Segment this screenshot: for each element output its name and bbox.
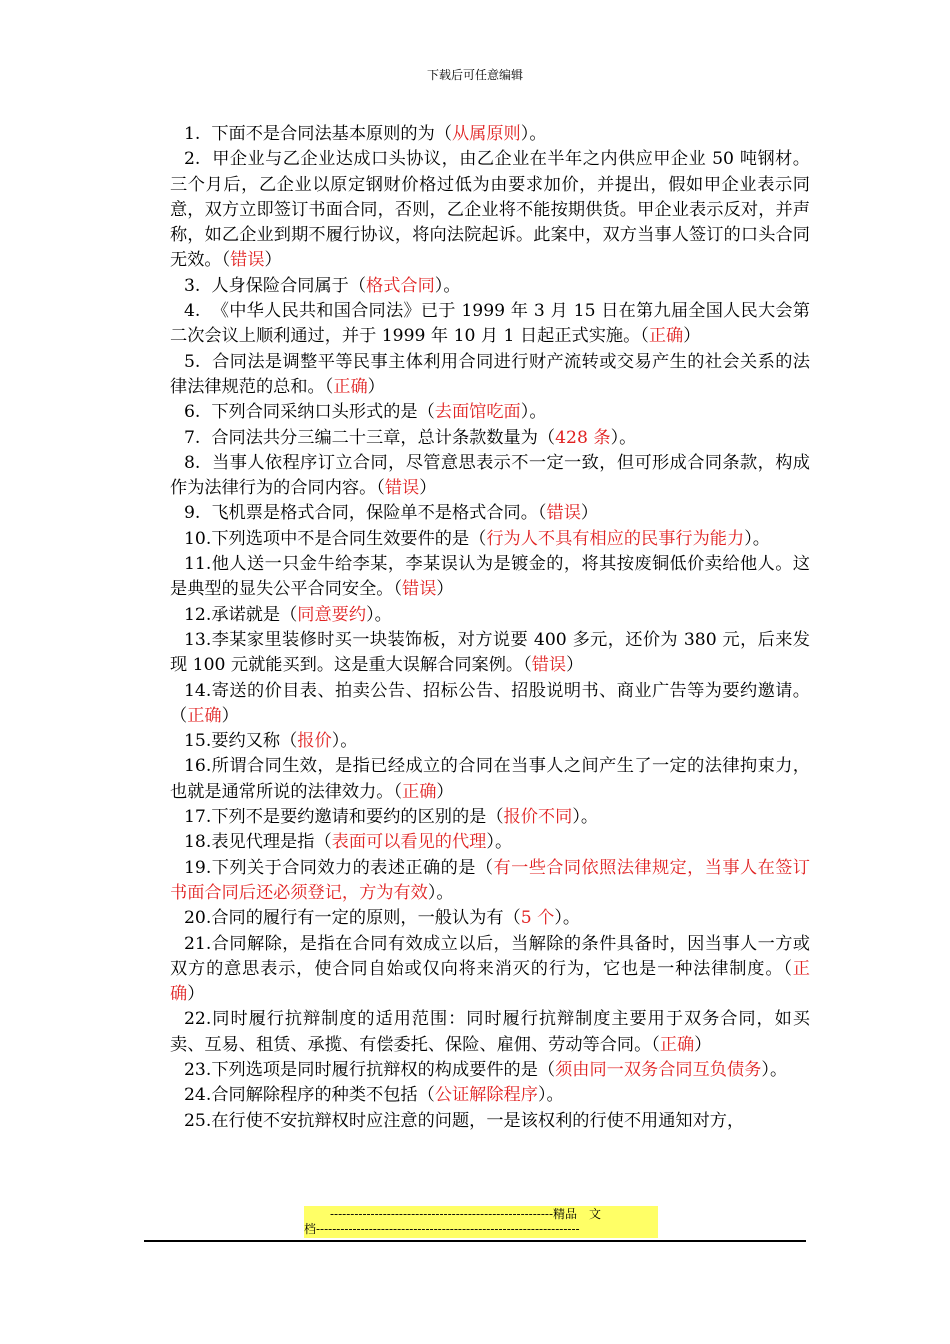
question-closing: ）: [694, 1034, 712, 1055]
question-item: [170, 679, 810, 730]
question-answer: 错误: [402, 579, 437, 600]
question-number: 23.: [184, 1059, 212, 1080]
question-answer: 正确: [648, 326, 684, 347]
question-answer: 正确: [659, 1034, 695, 1055]
question-item: [170, 350, 810, 401]
question-text: 寄送的价目表、拍卖公告、招标公告、招股说明书、商业广告等为要约邀请。（: [170, 680, 810, 726]
question-closing: ）: [419, 478, 437, 499]
question-closing: ）。: [761, 1059, 788, 1080]
question-list: [170, 122, 810, 1134]
question-item: [170, 628, 810, 679]
question-closing: ）。: [331, 731, 358, 752]
question-item: [170, 856, 810, 907]
question-answer: 报价不同: [503, 807, 573, 828]
question-number: 13.: [184, 629, 212, 650]
question-text: 合同解除程序的种类不包括（: [211, 1085, 435, 1106]
question-text: 下列关于合同效力的表述正确的是（: [211, 857, 494, 878]
question-item: [170, 274, 810, 299]
question-answer: 格式合同: [366, 275, 435, 296]
question-number: 25.: [184, 1110, 212, 1131]
question-answer: 正确: [333, 376, 368, 397]
question-closing: ）: [683, 326, 701, 347]
question-closing: ）。: [610, 427, 637, 448]
question-closing: ）: [367, 376, 385, 397]
question-number: 10.: [184, 528, 212, 549]
question-text: 《中华人民共和国合同法》已于 1999 年 3 月 15 日在第九届全国人民大会第二次会议上顺利通过，并于 1999 年 10 月 1 日起正式实施。（: [170, 301, 810, 347]
question-item: [170, 426, 810, 451]
question-text: 人身保险合同属于（: [200, 275, 367, 296]
question-answer: 错误: [384, 478, 420, 499]
question-answer: 5 个: [520, 908, 555, 929]
question-item: [170, 122, 810, 147]
question-item: [170, 603, 810, 628]
question-answer: 正确: [402, 781, 437, 802]
question-text: 表见代理是指（: [211, 832, 332, 853]
question-answer: 错误: [230, 250, 265, 271]
question-number: 12.: [184, 604, 212, 625]
question-closing: ）。: [554, 908, 581, 929]
question-answer: 正确: [170, 958, 810, 1005]
question-number: 3.: [184, 275, 201, 296]
question-item: [170, 1007, 810, 1058]
footer-rule: [144, 1240, 806, 1242]
question-number: 19.: [184, 857, 212, 878]
question-answer: 从属原则: [451, 124, 521, 144]
question-answer: 有一些合同依照法律规定，当事人在签订书面合同后还必须登记，方为有效: [170, 857, 810, 903]
question-closing: ）。: [520, 124, 547, 144]
question-closing: ）。: [537, 1085, 564, 1106]
question-number: 5.: [184, 351, 201, 372]
question-number: 4.: [184, 301, 201, 322]
question-text: 下列合同采纳口头形式的是（: [200, 402, 435, 423]
question-answer: 表面可以看见的代理: [331, 832, 487, 853]
question-closing: ）。: [366, 604, 392, 625]
question-number: 17.: [184, 807, 212, 828]
question-text: 飞机票是格式合同，保险单不是格式合同。（: [200, 503, 547, 524]
question-closing: ）: [580, 503, 599, 524]
question-answer: 行为人不具有相应的民事行为能力: [486, 528, 745, 549]
question-closing: ）。: [434, 275, 461, 296]
question-text: 合同的履行有一定的原则，一般认为有（: [211, 908, 521, 929]
question-item: [170, 1058, 810, 1083]
question-text: 所谓合同生效，是指已经成立的合同在当事人之间产生了一定的法律拘束力，也就是通常所说的法律效力。（: [170, 756, 810, 802]
question-text: 李某家里装修时买一块装饰板，对方说要 400 多元，还价为 380 元，后来发现 100 元就能买到。这是重大误解合同案例。（: [170, 629, 810, 676]
question-text: 甲企业与乙企业达成口头协议，由乙企业在半年之内供应甲企业 50 吨钢材。三个月后，乙企业以原定钢财价格过低为由要求加价，并提出，假如甲企业表示同意，双方立即签订书面合同，否则，乙企业将不能按期供货。甲企业表示反对，并声称，如乙企业到期不履行协议，将向法院起诉。此案中，双方当事人签订的口头合同无效。（: [170, 149, 810, 271]
question-answer: 须由同一双务合同互负债务: [555, 1059, 762, 1080]
question-answer: 去面馆吃面: [434, 402, 521, 423]
question-text: 下面不是合同法基本原则的为（: [200, 124, 452, 144]
question-answer: 错误: [531, 655, 567, 676]
question-text: 在行使不安抗辩权时应注意的问题，一是该权利的行使不用通知对方，: [211, 1110, 745, 1131]
question-closing: ）。: [427, 882, 454, 903]
question-text: 同时履行抗辩制度的适用范围：同时履行抗辩制度主要用于双务合同，如买卖、互易、租赁、承揽、有偿委托、保险、雇佣、劳动等合同。（: [170, 1009, 810, 1055]
question-item: [170, 552, 810, 603]
question-text: 下列选项是同时履行抗辩权的构成要件的是（: [211, 1059, 556, 1080]
question-answer: 错误: [546, 503, 581, 524]
question-item: [170, 299, 810, 350]
question-number: 18.: [184, 832, 212, 853]
question-closing: ）: [264, 250, 282, 271]
question-number: 1.: [184, 124, 201, 144]
question-closing: ）。: [520, 402, 547, 423]
question-closing: ）: [566, 655, 584, 676]
question-number: 7.: [184, 427, 201, 448]
question-text: 合同法共分三编二十三章，总计条款数量为（: [200, 427, 556, 448]
footer-text-line1: -------------------------------------------------------精品 文: [330, 1207, 602, 1221]
question-number: 24.: [184, 1085, 212, 1106]
question-text: 承诺就是（: [211, 604, 298, 625]
question-text: 合同解除，是指在合同有效成立以后，当解除的条件具备时，因当事人一方或双方的意思表示，使合同自始或仅向将来消灭的行为，它也是一种法律制度。（: [170, 933, 810, 979]
question-closing: ）。: [744, 528, 770, 549]
question-number: 11.: [184, 554, 212, 575]
question-item: [170, 527, 810, 552]
question-answer: 同意要约: [297, 604, 367, 625]
question-number: 22.: [184, 1009, 212, 1030]
question-item: [170, 830, 810, 855]
page-header: 下载后可任意编辑: [426, 68, 523, 82]
question-item: [170, 1083, 810, 1108]
question-closing: ）: [436, 579, 454, 600]
question-answer: 正确: [187, 705, 222, 726]
question-text: 下列选项中不是合同生效要件的是（: [211, 528, 487, 549]
question-number: 14.: [184, 680, 212, 701]
question-number: 9.: [184, 503, 201, 524]
question-closing: ）: [436, 781, 454, 802]
question-closing: ）: [187, 984, 205, 1005]
question-item: [170, 147, 810, 273]
question-closing: ）: [221, 705, 239, 726]
question-number: 8.: [184, 452, 201, 473]
question-answer: 公证解除程序: [434, 1085, 538, 1106]
question-closing: ）。: [572, 807, 599, 828]
question-answer: 报价: [297, 731, 332, 752]
footer-text-line2: 档-----------------------------------------------------------------: [304, 1222, 580, 1236]
question-closing: ）。: [486, 832, 513, 853]
question-text: 他人送一只金牛给李某，李某误认为是镀金的，将其按废铜低价卖给他人。这是典型的显失公平合同安全。（: [170, 554, 810, 600]
question-answer: 428 条: [555, 427, 611, 448]
question-item: [170, 932, 810, 1008]
question-item: [170, 906, 810, 931]
question-text: 合同法是调整平等民事主体利用合同进行财产流转或交易产生的社会关系的法律法律规范的总和。（: [170, 351, 810, 397]
question-text: 下列不是要约邀请和要约的区别的是（: [211, 807, 504, 828]
question-number: 15.: [184, 731, 212, 752]
question-number: 2.: [184, 149, 201, 170]
question-number: 20.: [184, 908, 212, 929]
question-text: 要约又称（: [211, 731, 298, 752]
question-number: 16.: [184, 756, 212, 777]
question-item: [170, 754, 810, 805]
question-item: [170, 805, 810, 830]
question-item: [170, 451, 810, 502]
question-item: [170, 501, 810, 526]
question-number: 21.: [184, 933, 212, 954]
question-item: [170, 1109, 810, 1134]
question-number: 6.: [184, 402, 201, 423]
question-item: [170, 729, 810, 754]
question-item: [170, 400, 810, 425]
question-text: 当事人依程序订立合同，尽管意思表示不一定一致，但可形成合同条款，构成作为法律行为的合同内容。（: [170, 452, 810, 499]
